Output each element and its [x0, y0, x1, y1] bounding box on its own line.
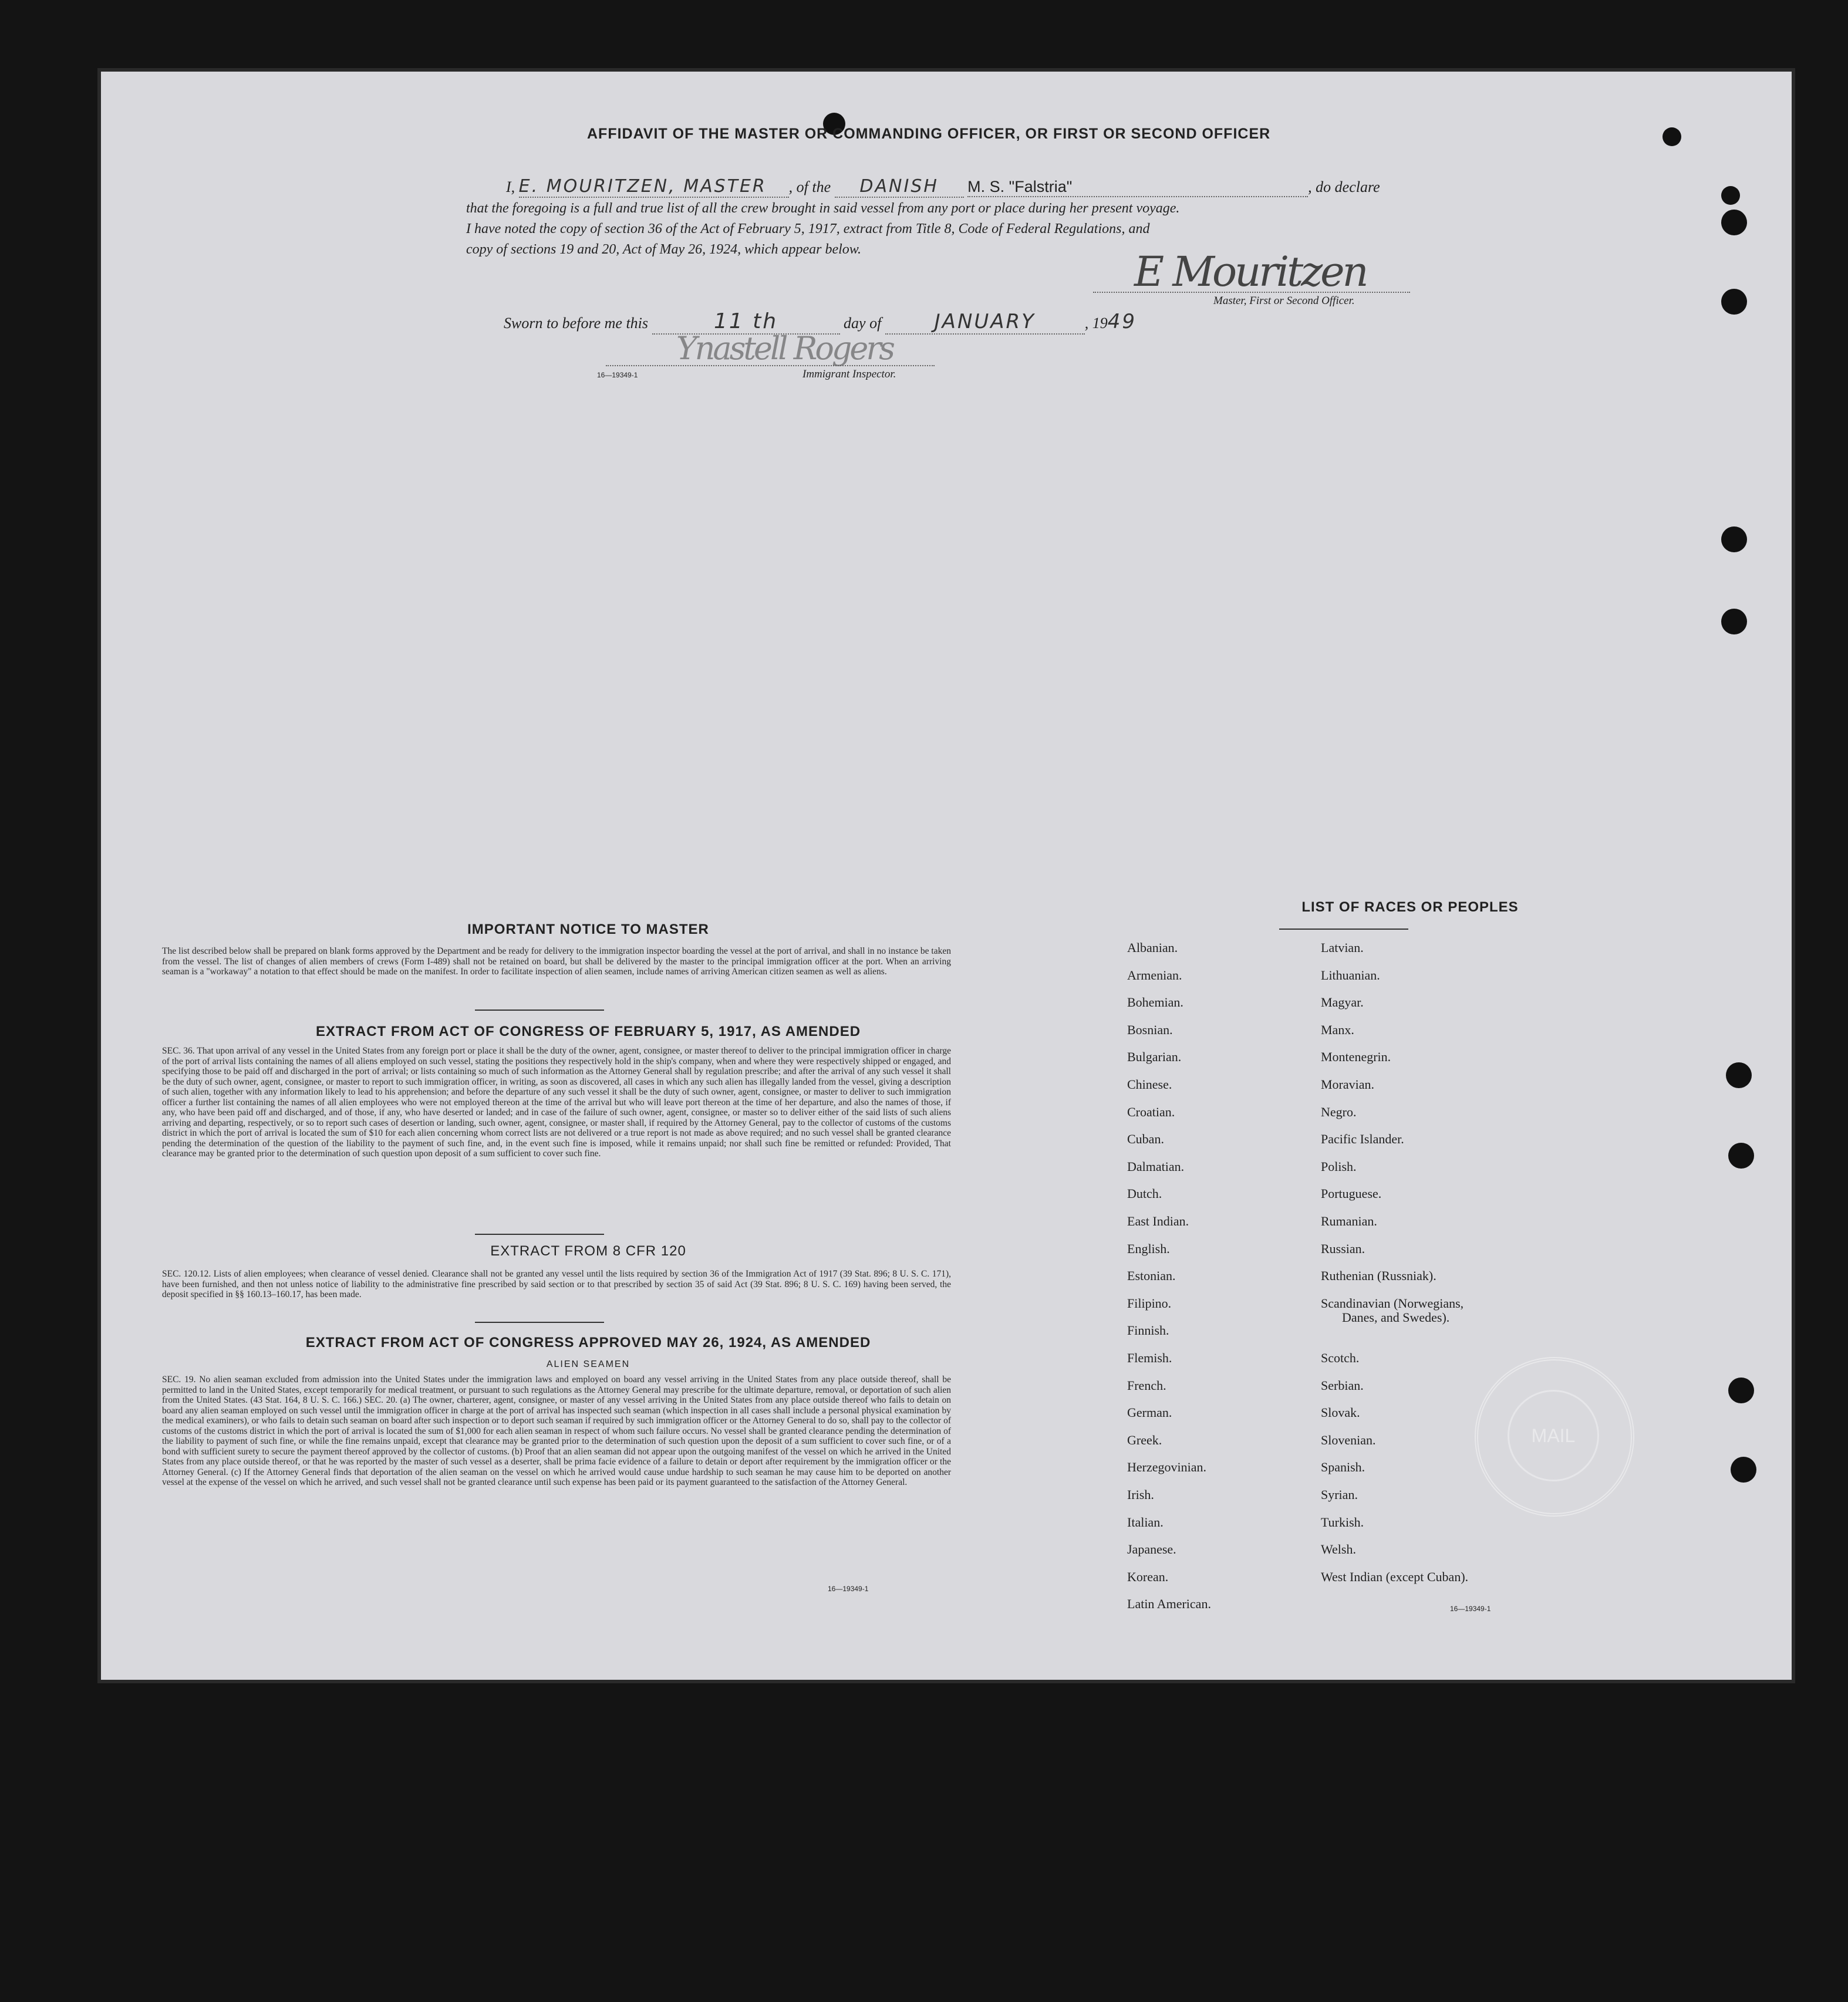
race-item: Armenian.: [1127, 967, 1182, 983]
punch-hole: [1728, 1143, 1754, 1169]
race-item: Rumanian.: [1321, 1214, 1377, 1228]
declaration-line-1: [506, 176, 1516, 198]
race-item: German.: [1127, 1405, 1172, 1420]
document-page: [101, 72, 1792, 1680]
race-item: Spanish.: [1321, 1460, 1365, 1475]
vessel-nationality: DANISH: [835, 176, 964, 198]
race-item: Filipino.: [1127, 1295, 1172, 1311]
race-item: Bosnian.: [1127, 1022, 1173, 1037]
races-title: LIST OF RACES OR PEOPLES: [1301, 899, 1519, 915]
race-item: Ruthenian (Russniak).: [1321, 1268, 1436, 1284]
race-item: Chinese.: [1127, 1077, 1172, 1092]
race-item: Scandinavian (Norwegians,: [1321, 1295, 1464, 1311]
race-item: English.: [1127, 1241, 1170, 1256]
race-item: Latvian.: [1321, 940, 1364, 955]
divider: [475, 1322, 604, 1323]
postal-stamp: [1475, 1357, 1634, 1517]
race-item: Pacific Islander.: [1321, 1132, 1404, 1147]
race-item: Bohemian.: [1127, 995, 1183, 1010]
race-item: Manx.: [1321, 1022, 1354, 1037]
sworn-prefix: Sworn to before me this: [504, 315, 649, 332]
sworn-line: [504, 309, 1326, 335]
race-item: Turkish.: [1321, 1514, 1364, 1530]
punch-hole: [1721, 609, 1747, 634]
extract2-title: EXTRACT FROM 8 CFR 120: [490, 1243, 686, 1259]
extract1-body: SEC. 36. That upon arrival of any vessel in the United States from any foreign port or place it shall be the duty of the owner, agent, consignee, or master thereof to deliver to the principal immigration officer in charge of the port of arrival lists containing the names of all aliens employed on such vessel, stating the positions they respectively hold in the ship's company, when and where they were respectively shipped or engaged, and specifying those to be paid off and discharged in the port of arrival; or lists containing so much of such information as the Attorney General shall by regulation prescribe; and after the arrival of any such vessel it shall be the duty of such owner, agent, consignee, or master to report to such immigration officer, in writing, as soon as discovered, all cases in which any such alien has illegally landed from the vessel, giving a description of such alien, together with any information likely to lead to his apprehension; and before the departure of any such vessel it shall be the duty of such owner, agent, consignee, or master to deliver to such immigration officer a further list containing the names of all alien employees who were not employed thereon at the time of the arrival but who will leave port thereon at the time of her departure, and also the names of those, if any, who have been paid off and discharged, and of those, if any, who have deserted or landed; and in case of the failure of such owner, agent, consignee, or master so to deliver either of the said lists of such aliens arriving and departing, respectively, or so to report such cases of desertion or landing, such owner, agent, consignee, or master shall, if required by the Attorney General, pay to the collector of customs of the customs district in which the port of arrival is located the sum of $10 for each alien concerning whom correct lists are not delivered or a true report is not made as above required; and no such vessel shall be granted clearance pending the determination of the question of the liability to the payment of such fine, and, in the event such fine is imposed, while it remains unpaid; nor shall such fine be remitted or refunded: Provided, That clearance may be granted prior to the determination of such question upon deposit of a sum sufficient to cover such fine.: [162, 1046, 951, 1159]
sworn-day-of: day of: [844, 315, 882, 332]
sworn-year-prefix: , 19: [1084, 315, 1108, 332]
master-signature-caption: Master, First or Second Officer.: [1213, 295, 1355, 307]
race-item: Croatian.: [1127, 1104, 1175, 1119]
punch-hole: [1721, 186, 1740, 205]
race-item: Magyar.: [1321, 995, 1364, 1010]
extract3-title: EXTRACT FROM ACT OF CONGRESS APPROVED MAY 26, 1924, AS AMENDED: [305, 1335, 871, 1351]
race-item: Montenegrin.: [1321, 1049, 1391, 1065]
declaration-do-declare: , do declare: [1308, 178, 1380, 195]
race-item: Moravian.: [1321, 1077, 1375, 1092]
race-item: Albanian.: [1127, 940, 1178, 955]
master-signature: E Mouritzen: [1134, 248, 1367, 296]
race-item: Syrian.: [1321, 1487, 1358, 1502]
punch-hole: [1662, 127, 1681, 146]
race-item: Danes, and Swedes).: [1342, 1309, 1450, 1325]
race-item: Japanese.: [1127, 1542, 1176, 1557]
master-name: E. MOURITZEN, MASTER: [519, 176, 789, 198]
race-item: Negro.: [1321, 1104, 1357, 1119]
notice-title: IMPORTANT NOTICE TO MASTER: [467, 921, 709, 937]
race-item: Cuban.: [1127, 1132, 1164, 1147]
race-item: Lithuanian.: [1321, 967, 1380, 983]
extract3-body: SEC. 19. No alien seaman excluded from admission into the United States under the immigration laws and employed on board any vessel arriving in the United States from any place outside thereof, shall be permitted to land in the United States, except temporarily for medical treatment, or pursuant to such regulations as the Attorney General may prescribe for the ultimate departure, removal, or deportation of such alien from the United States. (43 Stat. 164, 8 U. S. C. 166.) SEC. 20. (a) The owner, charterer, agent, consignee, or master of any vessel arriving in the United States from any place outside thereof who fails to detain on board any alien seaman employed on such vessel until the immigration officer in charge at the port of arrival has inspected such seaman (which inspection in all cases shall include a personal physical examination by the medical examiners), or who fails to detain such seaman on board after such inspection or to deport such seaman if required by such immigration officer or the Attorney General to do so, shall pay to the collector of customs of the customs district in which the port of arrival is located the sum of $1,000 for each alien seaman in respect of whom such failure occurs. No vessel shall be granted clearance pending the determination of the liability to payment of such fine, or while the fine remains unpaid, except that clearance may be granted prior to the determination of such question upon the deposit of a sum sufficient to cover such fine, or of a bond with sufficient surety to secure the payment thereof approved by the collector of customs. (b) Proof that an alien seaman did not appear upon the outgoing manifest of the vessel on which he arrived in the United States from any place outside thereof, or that he was reported by the master of such vessel as a deserter, shall be prima facie evidence of a failure to detain or deport after requirement by the immigration officer or the Attorney General. (c) If the Attorney General finds that deportation of the alien seaman on the vessel on which he arrived would cause undue hardship to such seaman he may cause him to be deported on another vessel at the expense of the vessel on which he arrived, and such vessel shall not be granted clearance until such expense has been paid or its payment guaranteed to the satisfaction of the Attorney General.: [162, 1375, 951, 1487]
race-item: Portuguese.: [1321, 1186, 1382, 1201]
sworn-day: 11 th: [652, 309, 840, 335]
race-item: Dalmatian.: [1127, 1159, 1185, 1174]
inspector-caption: Immigrant Inspector.: [802, 368, 896, 380]
punch-hole: [1731, 1457, 1756, 1483]
declaration-i: I,: [506, 178, 515, 195]
punch-hole: [1721, 210, 1747, 235]
race-item: Welsh.: [1321, 1542, 1356, 1557]
divider: [475, 1010, 604, 1011]
form-number-right: 16—19349-1: [1450, 1605, 1491, 1613]
race-item: Finnish.: [1127, 1323, 1169, 1338]
punch-hole: [1728, 1378, 1754, 1403]
race-item: East Indian.: [1127, 1214, 1189, 1228]
race-item: Latin American.: [1127, 1596, 1211, 1612]
inspector-signature: Ynastell Rogers: [676, 330, 893, 367]
race-item: Polish.: [1321, 1159, 1357, 1174]
form-number-top: 16—19349-1: [597, 371, 638, 379]
race-item: Italian.: [1127, 1514, 1164, 1530]
race-item: Serbian.: [1321, 1378, 1364, 1393]
race-item: Dutch.: [1127, 1186, 1162, 1201]
race-item: Greek.: [1127, 1432, 1162, 1447]
race-item: French.: [1127, 1378, 1166, 1393]
race-item: West Indian (except Cuban).: [1321, 1569, 1469, 1584]
declaration-of-the: , of the: [788, 178, 831, 195]
master-signature-line: [1093, 292, 1410, 293]
extract2-body: SEC. 120.12. Lists of alien employees; when clearance of vessel denied. Clearance shall not be granted any vessel until the lists required by section 36 of the Immigration Act of 1917 (39 Stat. 896; 8 U. S. C. 171), have been furnished, and then not unless notice of liability to the administrative fine prescribed by said section or to that prescribed by section 35 of said Act (39 Stat. 896; 8 U. S. C. 169) having been served, the deposit specified in §§ 160.13–160.17, has been made.: [162, 1269, 951, 1299]
declaration-line-4: copy of sections 19 and 20, Act of May 26, 1924, which appear below.: [466, 242, 862, 257]
punch-hole: [1726, 1062, 1752, 1088]
sworn-year: 49: [1107, 310, 1137, 333]
declaration-line-2: that the foregoing is a full and true list of all the crew brought in said vessel from any port or place during her present voyage.: [466, 201, 1180, 216]
race-item: Flemish.: [1127, 1351, 1172, 1365]
divider: [1279, 929, 1408, 930]
punch-hole: [1721, 289, 1747, 315]
divider: [475, 1234, 604, 1235]
race-item: Russian.: [1321, 1241, 1365, 1256]
sworn-month: JANUARY: [885, 310, 1085, 335]
race-item: Korean.: [1127, 1569, 1169, 1584]
affidavit-title: AFFIDAVIT OF THE MASTER OR COMMANDING OFFICER, OR FIRST OR SECOND OFFICER: [587, 126, 1271, 142]
extract1-title: EXTRACT FROM ACT OF CONGRESS OF FEBRUARY 5, 1917, AS AMENDED: [315, 1024, 861, 1039]
declaration-line-3: I have noted the copy of section 36 of the Act of February 5, 1917, extract from Title 8, Code of Federal Regulations, and: [466, 221, 1150, 237]
race-item: Slovenian.: [1321, 1432, 1376, 1447]
race-item: Scotch.: [1321, 1351, 1360, 1365]
race-item: Irish.: [1127, 1487, 1154, 1502]
race-item: Bulgarian.: [1127, 1049, 1182, 1065]
punch-hole: [1721, 526, 1747, 552]
race-item: Slovak.: [1321, 1405, 1360, 1420]
race-item: Herzegovinian.: [1127, 1460, 1206, 1475]
notice-body: The list described below shall be prepared on blank forms approved by the Department and be ready for delivery to the immigration inspector boarding the vessel at the port of arrival, and shall in no instance be taken from the vessel. The list of changes of alien members of crews (Form I-489) shall not be retained on board, but shall be delivered by the master to the principal immigration officer at the port. When an arriving seaman is a "workaway" a notation to that effect should be made on the manifest. In order to facilitate inspection of alien seamen, include names of arriving American citizen seamen as well as aliens.: [162, 946, 951, 977]
race-item: Estonian.: [1127, 1268, 1176, 1284]
extract3-subtitle: ALIEN SEAMEN: [546, 1359, 630, 1369]
stamp-text: MAIL: [1508, 1390, 1599, 1481]
vessel-name: M. S. "Falstria": [967, 178, 1308, 197]
inspector-signature-line: [606, 365, 935, 366]
form-number-left: 16—19349-1: [828, 1585, 869, 1593]
